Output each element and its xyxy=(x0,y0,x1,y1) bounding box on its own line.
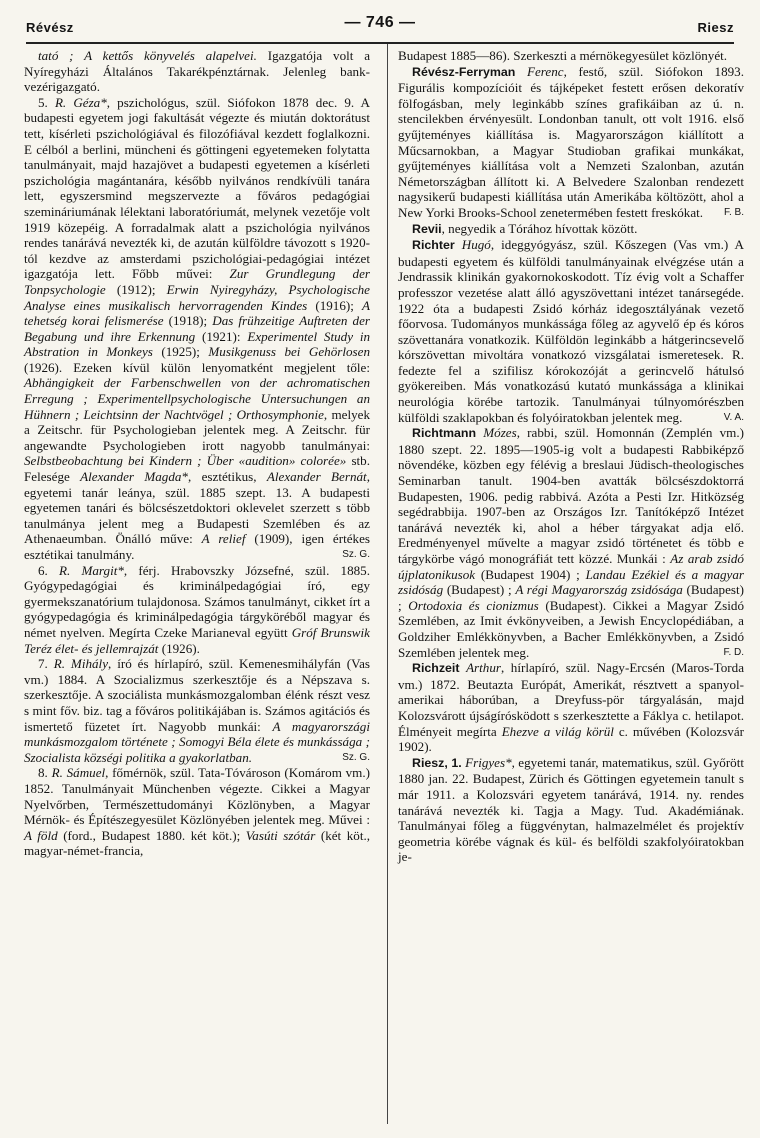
entry-text: , esztétikus, xyxy=(187,469,267,485)
italic-text: Gróf Brunswik Teréz élet- és jellemrajzát xyxy=(24,624,370,656)
entry-text: , ideggyógyász, szül. Kőszegen (Vas vm.) A budapesti egyetem és külföldi tanulmányainak elvégzése után a Jendrassik klinikán gyakornokoskodott. Tíz évig volt a Schaffer professzor vezetése alatt álló agyszövettani intézet tanársegéde. 1922 óta a budapesti Zsidó kórház idegosztályának vezető főorvosa. Tudományos munkássága főleg az agyvelő ép és kóros szövettanára vonatkozik. Külföldön leginkább a hátgerincsevelő kórszövettan mivoltára vonatkozó vizsgálatai ismeretesek. R. fedezte fel a szifilisz kórokozóját a gerincvelő hátulsó gyökereiben. Más vonatkozású kutató munkássága a klinikai neurológia körébe tartozik. Tanulmányai túlnyomórészben külföldi szaklapokban és folyóiratokban jelentek meg. xyxy=(398,237,744,425)
author-signature: Sz. G. xyxy=(342,549,370,560)
italic-text: R. Margit* xyxy=(59,562,124,578)
entry-text: (1916); xyxy=(307,297,362,313)
italic-text: Zur Grundlegung der Tonpsychologie xyxy=(24,266,370,297)
italic-text: Az arab zsidó újplatonikusok xyxy=(398,551,744,582)
entry-paragraph xyxy=(24,656,370,765)
entry-headword: Revii xyxy=(412,221,442,236)
entry-text: Igazgatója volt a Nyíregyházi Általános Takarékpénztárnak. Jelenleg bank-vezérigazgató. xyxy=(24,48,371,95)
entry-paragraph xyxy=(398,64,744,221)
left-column xyxy=(24,48,370,859)
entry-paragraph xyxy=(398,660,744,755)
right-column xyxy=(398,48,744,865)
italic-text: Alexander Magda* xyxy=(80,469,188,485)
entry-text xyxy=(455,237,462,252)
entry-text: (Budapest). Cikkei a Magyar Zsidó Szemlében, az Imit évkönyveiben, a Jewish Encyclopédiában, a Goldziher Emlékkönyvben, a Bacher Emlékkönyvben, a Zsidó Szemlében jelentek meg. xyxy=(398,597,744,660)
entry-text: (1918); xyxy=(163,313,213,329)
entry-text: (ford., Budapest 1880. két köt.); xyxy=(57,827,246,843)
italic-text: tató ; A kettős könyvelés alapelvei. xyxy=(38,48,257,63)
italic-text: Frigyes* xyxy=(465,754,512,770)
entry-text: , egyetemi tanár, matematikus, szül. Győrött 1880 jan. 22. Budapest, Zürich és Göttingen egyetemein tanult s már 1911. a Kolozsvári egyetem tanárává, 1914. ny. rendes tanárává nevezték ki. Tagja a Magy. Tud. Akadémiának. Tanulmányai főleg a függvénytan, halmazelmélet és projektív geometria körébe vágnak és kül- és belföldi szakfolyóiratokban je- xyxy=(398,754,745,865)
author-signature: F. D. xyxy=(723,646,744,658)
italic-text: R. Sámuel xyxy=(51,765,106,781)
page-number: — 746 — xyxy=(344,14,416,31)
entry-text: (1925); xyxy=(152,344,209,360)
italic-text: Musikgenuss bei Gehörlosen xyxy=(208,344,370,360)
italic-text: Erwin Nyiregyházy, Psychologische Analyse eines musikalisch hervorragenden Kindes xyxy=(24,281,370,313)
header-rule xyxy=(26,42,734,44)
author-signature: V. A. xyxy=(723,411,744,423)
italic-text: Landau Ezékiel és a magyar zsidóság xyxy=(398,566,745,598)
entry-headword: Richzeit xyxy=(412,661,460,676)
entry-paragraph xyxy=(24,765,370,859)
entry-headword: Richter xyxy=(412,238,455,253)
entry-text: (Budapest) ; xyxy=(443,582,516,598)
italic-text: Ortodoxia és cionizmus xyxy=(408,597,539,613)
column-divider xyxy=(387,44,388,1124)
entry-text: (Budapest 1904) ; xyxy=(475,566,586,582)
italic-text: Alexander Bernát xyxy=(266,469,367,485)
italic-text: Mózes xyxy=(483,425,517,441)
entry-text: , férj. Hrabovszky Józsefné, szül. 1885. Gyógypedagógiai és kriminálpedagógiai író, egy gyermekszanatórium tulajdonosa. Számos tanulmányt, cikket írt a gyógypedagógia és kriminálpedagógia tárgyköréből magyar és német nyelven. Megírta Czeke Marianeval együtt xyxy=(24,562,370,640)
entry-text: , negyedik a Tórához hívottak között. xyxy=(441,220,638,236)
page-header xyxy=(26,14,734,40)
entry-text: 8. xyxy=(38,765,52,781)
entry-paragraph xyxy=(24,563,370,657)
entry-text: 5. xyxy=(38,94,55,110)
entry-text: , egyetemi tanár leánya, szül. 1885 szept. 13. A budapesti egyetemen tanári és bölcsészetdoktori oklevelet szerzett s több tanulmánya jelent meg a Budapesti Szemlében és az Athenaeumban. Önálló műve: xyxy=(24,469,370,547)
entry-paragraph xyxy=(398,237,744,425)
entry-text: c. művében (Kolozsvár 1902). xyxy=(398,723,744,755)
entry-text: , melyek a Zeitschr. für Psychologieban jelentek meg. A Zeitschr. für angewandte Psychologieben irott nagyobb tanulmányai: xyxy=(24,406,370,453)
entry-text: Budapest 1885—86). Szerkeszti a mérnökegyesület közlönyét. xyxy=(398,48,728,63)
italic-text: A régi Magyarország zsidósága xyxy=(515,582,683,598)
entry-text: 6. xyxy=(38,562,60,578)
italic-text: Selbstbeobachtung bei Kindern ; Über «audition» colorée» xyxy=(24,453,347,469)
italic-text: Arthur xyxy=(466,660,501,676)
entry-text: (1926). Ezeken kívül külön lenyomatként megjelent tőle: xyxy=(24,359,370,375)
entry-text: (1909), igen értékes esztétikai tanulmány. xyxy=(24,531,371,562)
entry-text: , rabbi, szül. Homonnán (Zemplén vm.) 1880 szept. 22. 1895—1905-ig volt a budapesti Rabbiképző növendéke, közben egy félévig a breslaui Jüdisch-theologisches Seminarban tanult. 1904-ben avatták bölcsészdoktorrá Budapesten, 1906. pedig rabbivá. Azóta a Pesti Izr. Hitközség segédrabbija. 1907-ben az Országos Izr. Tanítóképző Intézet tanárává nevezték ki, ahol a héber tárgyakat adja elő. Eredményenyel művelte a magyar zsidó történetet és több e tárgykörbe vágó monográfiát tett közzé. Munkái : xyxy=(398,425,744,566)
italic-text: Ferenc xyxy=(526,63,564,79)
entry-text: (1921): xyxy=(195,328,248,344)
entry-text: stb. Felesége xyxy=(24,453,370,485)
italic-text: A tehetség korai felismerése xyxy=(24,297,370,329)
entry-text: (Budapest) ; xyxy=(398,582,744,613)
entry-text: (1912); xyxy=(105,281,167,297)
italic-text: A magyarországi munkásmozgalom története ; Somogyi Béla élete és munkássága ; Szocialista községi politika a gyakorlatban. xyxy=(24,718,370,765)
italic-text: Experimentel Study in Abstration in Monkeys xyxy=(24,328,370,360)
italic-text: Ehezve a világ körül xyxy=(501,723,614,739)
entry-text: (két köt., magyar-német-francia, xyxy=(24,827,371,859)
italic-text: Vasúti szótár xyxy=(245,827,316,843)
entry-text: , író és hírlapíró, szül. Kemenesmihályfán (Vas vm.) 1884. A Szocializmus szerkesztője és a Népszava s. szerkesztője. A szociálista munkásmozgalomban élénk részt vesz s mint főv. biz. tag a főváros politikájában is. Számos agitációs és ismertető füzetet írt. Nagyobb munkái: xyxy=(24,656,371,734)
entry-headword: Richtmann xyxy=(412,426,477,441)
entry-paragraph xyxy=(398,755,744,865)
entry-text xyxy=(515,64,527,79)
entry-paragraph xyxy=(24,48,370,95)
entry-paragraph xyxy=(398,221,744,238)
header-right-guideword: Riesz xyxy=(697,20,734,35)
author-signature: Sz. G. xyxy=(342,751,370,763)
entry-text: (1926). xyxy=(158,640,200,656)
italic-text: A relief xyxy=(201,531,246,547)
italic-text: Abhängigkeit der Farbenschwellen von der achromatischen Erregung ; Experimentellpsychologische Untersuchungen an Hühnern ; Leichtsinn der Nachtvögel ; Orthosymphonie xyxy=(24,375,370,422)
entry-paragraph xyxy=(24,95,370,563)
entry-paragraph xyxy=(398,425,744,660)
entry-text: 7. xyxy=(38,656,54,672)
italic-text: R. Géza* xyxy=(54,94,107,110)
entry-text: , pszichológus, szül. Siófokon 1878 dec. 9. A budapesti egyetem jogi fakultását végezte és miután doktorátust tett, kísérleti pszichológiával és filozófiával kezdett foglalkozni. E célból a berlini, müncheni és göttingeni egyetemeken folytatta tanulmányait, majd hazajövet a budapesti egyetemen a kísérleti pszichológia magántanára, később nyilvános rendkívüli tanára lett, egyszersmind megszervezte a főváros pedagógiai szemináriumának lélektani laboratóriumát, melynek vezetője volt 1919 közepéig. A forradalmak alatt a pszichológia nyilvános rendes tanárává nevezték ki, de azután külföldre távozott s 1920-tól kezdve az amsterdami pszichológiai-pedagógiai intézet igazgatója lett. Főbb művei: xyxy=(24,94,370,282)
entry-paragraph xyxy=(398,48,744,64)
entry-headword: Révész-Ferryman xyxy=(412,64,516,79)
author-signature: F. B. xyxy=(723,206,744,218)
entry-text: , főmérnök, szül. Tata-Tóvároson (Komárom vm.) 1852. Tanulmányait Münchenben végezte. Cikkei a Magyar Nyelvőrben, Természettudományi Közlönyben, a Magyar Mérnök- és Építészegyesület Közlönyében jelentek meg. Művei : xyxy=(24,765,371,828)
entry-text: , festő, szül. Siófokon 1893. Figurális kompozícióit és tájképeket festett erősen dekoratív fölfogásban, mely leginkább színes grafikáiban az ú. n. stencilekben érvényesült. Londonban tanult, ott volt 1916. első gyűjteményes kiállítása is. Magyarországon kiállított a Műcsarnokban, a Magyar Studioban grafikai munkákat, gyűjteményes kiállítása volt a Nemzeti Szalonban, azután Németországban állított ki. A Belvedere Szalonban rendezett nagysikerű budapesti kiállítása után Amerikába költözött, ahol a New Yorki Brooks-School zenetermében festett freskókat. xyxy=(398,63,744,220)
italic-text: R. Mihály xyxy=(53,656,109,672)
header-left-guideword: Révész xyxy=(26,20,74,35)
italic-text: A föld xyxy=(24,827,58,843)
italic-text: Hugó xyxy=(461,237,491,253)
entry-text: , hírlapíró, szül. Nagy-Ercsén (Maros-Torda vm.) 1872. Beutazta Európát, Amerikát, résztvett a spanyol-amerikai háborúban, a Dreyfuss-pör tárgyalásán, majd Kolozsvárott újságírósködott s szerkesztette a Fáklya c. hetilapot. Élményeit megírta xyxy=(398,660,744,739)
italic-text: Das frühzeitige Auftreten der Begabung und ihre Erkennung xyxy=(24,313,370,344)
entry-headword: Riesz, 1. xyxy=(412,755,462,770)
